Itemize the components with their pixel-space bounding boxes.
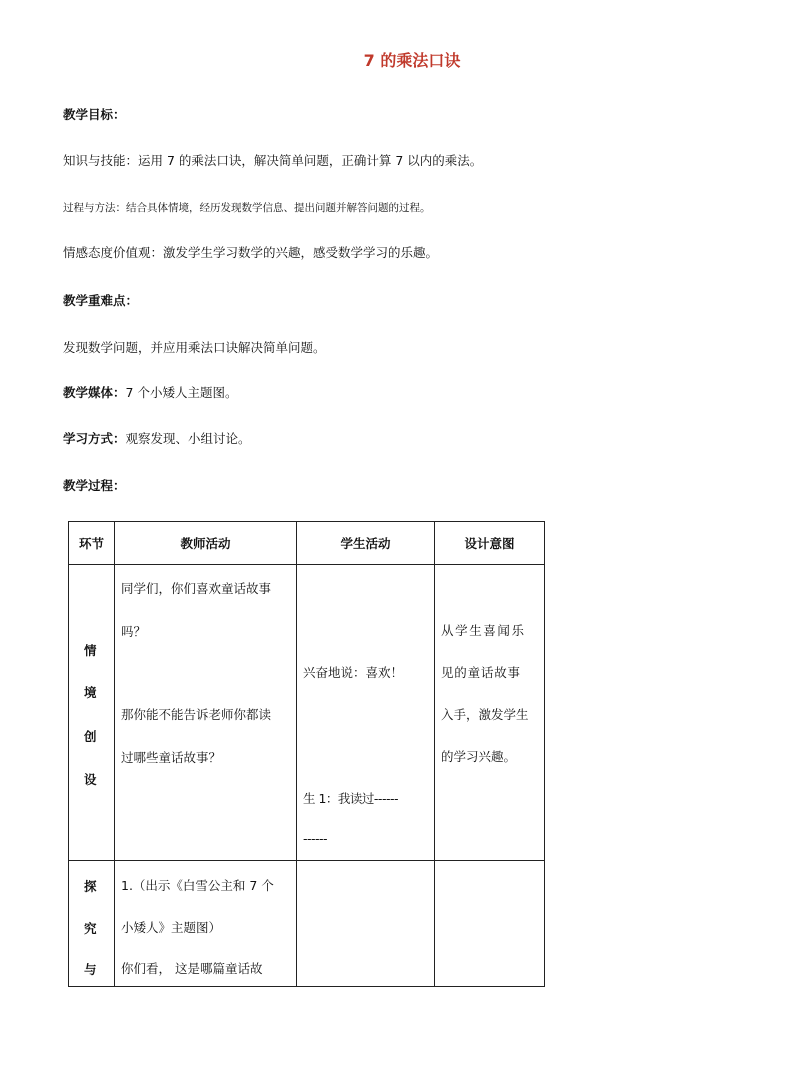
- intent-line: 从学生喜闻乐: [441, 623, 526, 638]
- teacher-line: 1.（出示《白雪公主和 7 个: [121, 878, 274, 893]
- teacher-line: 过哪些童话故事？: [121, 750, 222, 765]
- key-text: 发现数学问题，并应用乘法口诀解决简单问题。: [63, 340, 326, 355]
- stage-char: 情: [84, 643, 97, 658]
- media-line: [63, 384, 237, 402]
- teacher-line: 小矮人》主题图）: [121, 920, 222, 935]
- stage-char: 设: [84, 772, 97, 787]
- document-title: 7 的乘法口诀: [363, 51, 461, 70]
- stage-char: 境: [84, 685, 97, 700]
- stage-char: 与: [84, 962, 97, 977]
- method-line: [63, 430, 251, 448]
- student-line: 生 1：我读过------: [303, 791, 398, 806]
- header-stage: 环节: [69, 522, 115, 565]
- goal-attitude: 情感态度价值观：激发学生学习数学的兴趣，感受数学学习的乐趣。: [63, 245, 439, 260]
- intent-line: 见的童话故事: [441, 665, 521, 680]
- stage-cell: [69, 861, 115, 987]
- teacher-line: 同学们，你们喜欢童话故事: [121, 581, 272, 596]
- stage-char: 究: [84, 921, 97, 936]
- process-heading: 教学过程：: [63, 478, 126, 493]
- stage-char: 创: [84, 729, 97, 744]
- design-intent-cell: [435, 861, 545, 987]
- teacher-line: 吗？: [121, 624, 147, 639]
- student-line: 兴奋地说：喜欢！: [303, 665, 404, 680]
- teacher-activity-cell: [115, 861, 297, 987]
- intent-line: 的学习兴趣。: [441, 749, 517, 764]
- stage-cell: [69, 565, 115, 861]
- table-header-row: [69, 522, 545, 565]
- student-activity-cell: [297, 861, 435, 987]
- table-row: [69, 861, 545, 987]
- student-line: ------: [303, 831, 328, 846]
- table-row: [69, 565, 545, 861]
- key-heading: 教学重难点：: [63, 293, 139, 308]
- header-intent: 设计意图: [435, 522, 545, 565]
- teacher-line: 那你能不能告诉老师你都读: [121, 707, 272, 722]
- stage-char: 探: [84, 879, 97, 894]
- intent-line: 入手，激发学生: [441, 707, 529, 722]
- student-activity-cell: [297, 565, 435, 861]
- method-label: 学习方式：: [63, 431, 126, 446]
- design-intent-cell: [435, 565, 545, 861]
- media-label: 教学媒体：: [63, 385, 126, 400]
- goals-heading: 教学目标：: [63, 107, 126, 122]
- teacher-line: 你们看， 这是哪篇童话故: [121, 961, 263, 976]
- goal-process: 过程与方法：结合具体情境，经历发现数学信息、提出问题并解答问题的过程。: [63, 202, 431, 214]
- method-text: 观察发现、小组讨论。: [125, 431, 251, 446]
- teacher-activity-cell: [115, 565, 297, 861]
- header-student: 学生活动: [297, 522, 435, 565]
- lesson-table: [68, 521, 545, 987]
- media-text: 7 个小矮人主题图。: [125, 385, 238, 400]
- goal-knowledge: 知识与技能：运用 7 的乘法口诀，解决简单问题，正确计算 7 以内的乘法。: [63, 153, 483, 168]
- header-teacher: 教师活动: [115, 522, 297, 565]
